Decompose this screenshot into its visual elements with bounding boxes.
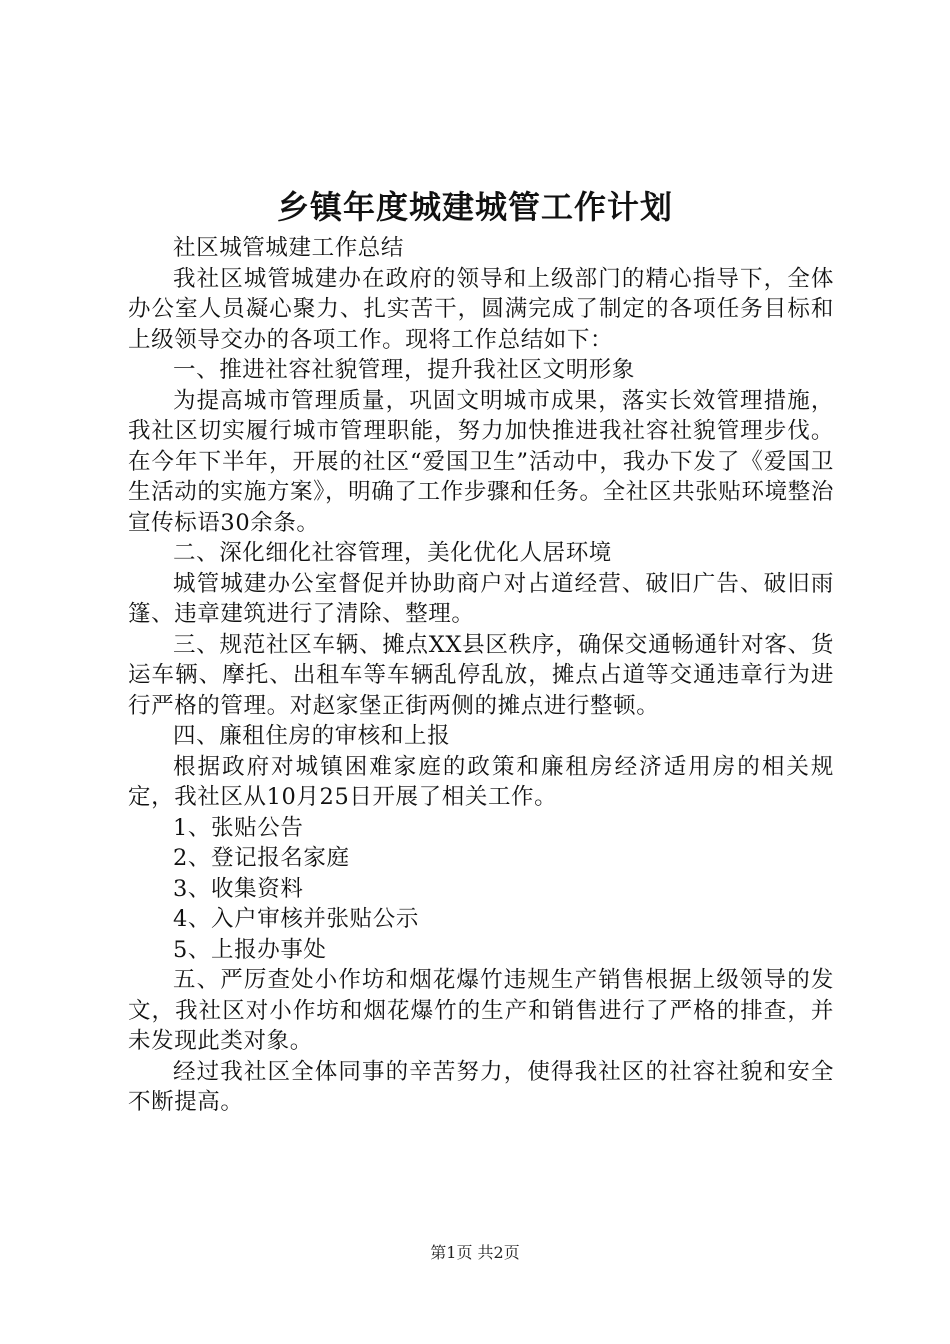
document-title: 乡镇年度城建城管工作计划 [276,188,673,226]
section-heading-2: 二、深化细化社容管理，美化优化人居环境 [173,540,612,566]
list-item: 2、登记报名家庭 [173,845,350,871]
list-item: 4、入户审核并张贴公示 [173,906,419,932]
section-heading-4: 四、廉租住房的审核和上报 [173,723,451,749]
list-item: 3、收集资料 [173,875,304,902]
paragraph-summary-heading: 社区城管城建工作总结 [173,235,405,261]
paragraph-section-5: 五、严厉查处小作坊和烟花爆竹违规生产销售根据上级领导的发文，我社区对小作坊和烟花爆竹的生产和销售进行了严格的排查，并未发现此类对象。 [128,967,834,1054]
list-item: 5、上报办事处 [173,936,327,963]
paragraph-conclusion: 经过我社区全体同事的辛苦努力，使得我社区的社容社貌和安全不断提高。 [128,1058,834,1115]
section-heading-1: 一、推进社容社貌管理，提升我社区文明形象 [173,357,636,383]
paragraph-intro: 我社区城管城建办在政府的领导和上级部门的精心指导下，全体办公室人员凝心聚力、扎实苦干，圆满完成了制定的各项任务目标和上级领导交办的各项工作。现将工作总结如下： [128,265,834,353]
paragraph-section-2: 城管城建办公室督促并协助商户对占道经营、破旧广告、破旧雨篷、违章建筑进行了清除、整理。 [128,570,834,627]
document-body [128,233,834,1118]
page-footer: 第1页 共2页 [430,1243,520,1262]
paragraph-section-1: 为提高城市管理质量，巩固文明城市成果，落实长效管理措施，我社区切实履行城市管理职能，努力加快推进我社容社貌管理步伐。在今年下半年，开展的社区“爱国卫生”活动中，我办下发了《爱国卫生活动的实施方案》，明确了工作步骤和任务。全社区共张贴环境整治宣传标语30余条。 [128,387,834,536]
paragraph-section-3: 三、规范社区车辆、摊点XX县区秩序，确保交通畅通针对客、货运车辆、摩托、出租车等车辆乱停乱放，摊点占道等交通违章行为进行严格的管理。对赵家堡正街两侧的摊点进行整顿。 [128,631,834,719]
list-item: 1、张贴公告 [173,814,304,841]
paragraph-section-4: 根据政府对城镇困难家庭的政策和廉租房经济适用房的相关规定，我社区从10月25日开展了相关工作。 [128,753,834,810]
